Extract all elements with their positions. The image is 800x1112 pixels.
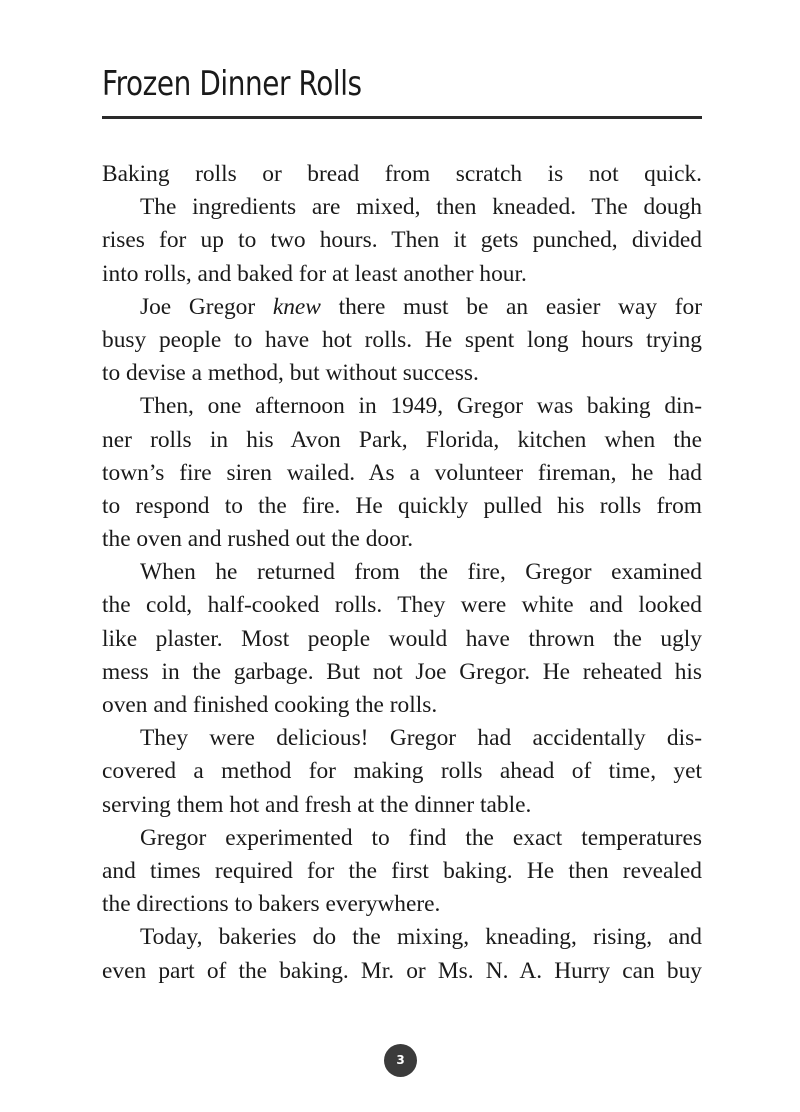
text-line: Today, bakeries do the mixing, kneading, rising, and [140,924,702,951]
text-line: covered a method for making rolls ahead of time, yet [102,758,702,785]
text-line: Baking rolls or bread from scratch is not quick. [102,161,702,187]
text-line: ner rolls in his Avon Park, Florida, kitchen when the [102,426,702,453]
text-line [102,291,702,324]
text-line: oven and finished cooking the rolls. [102,692,438,718]
text-line: and times required for the first baking. He then revealed [102,857,702,884]
text-segment: there must be an easier way for [320,293,703,320]
text-line: rises for up to two hours. Then it gets punched, divided [102,227,702,254]
text-line: The ingredients are mixed, then kneaded. The dough [140,194,702,221]
text-line: into rolls, and baked for at least another hour. [102,260,527,287]
text-line: the cold, half-cooked rolls. They were white and looked [102,592,702,619]
text-line: town’s fire siren wailed. As a volunteer fireman, he had [102,459,702,486]
text-segment: Joe Gregor [140,293,273,320]
emphasized-word: knew [272,293,321,320]
page-title: Frozen Dinner Rolls [102,64,362,104]
text-line: like plaster. Most people would have thrown the ugly [102,625,702,652]
text-line: the oven and rushed out the door. [102,526,414,553]
text-line: They were delicious! Gregor had accidentally dis- [140,725,702,752]
text-line: busy people to have hot rolls. He spent long hours trying [102,326,702,353]
text-line: to respond to the fire. He quickly pulled his rolls from [102,492,702,519]
text-line: Gregor experimented to find the exact temperatures [140,824,702,851]
text-line: When he returned from the fire, Gregor examined [140,559,702,586]
text-line: serving them hot and fresh at the dinner table. [102,791,532,818]
text-line: Then, one afternoon in 1949, Gregor was baking din- [140,393,702,420]
text-line: to devise a method, but without success. [102,360,479,387]
text-line: even part of the baking. Mr. or Ms. N. A. Hurry can buy [102,957,702,984]
page-number-badge: 3 [384,1044,417,1077]
text-line: mess in the garbage. But not Joe Gregor. He reheated his [102,658,702,685]
body-text [102,158,702,988]
title-divider [102,116,702,119]
text-line: the directions to bakers everywhere. [102,891,441,918]
